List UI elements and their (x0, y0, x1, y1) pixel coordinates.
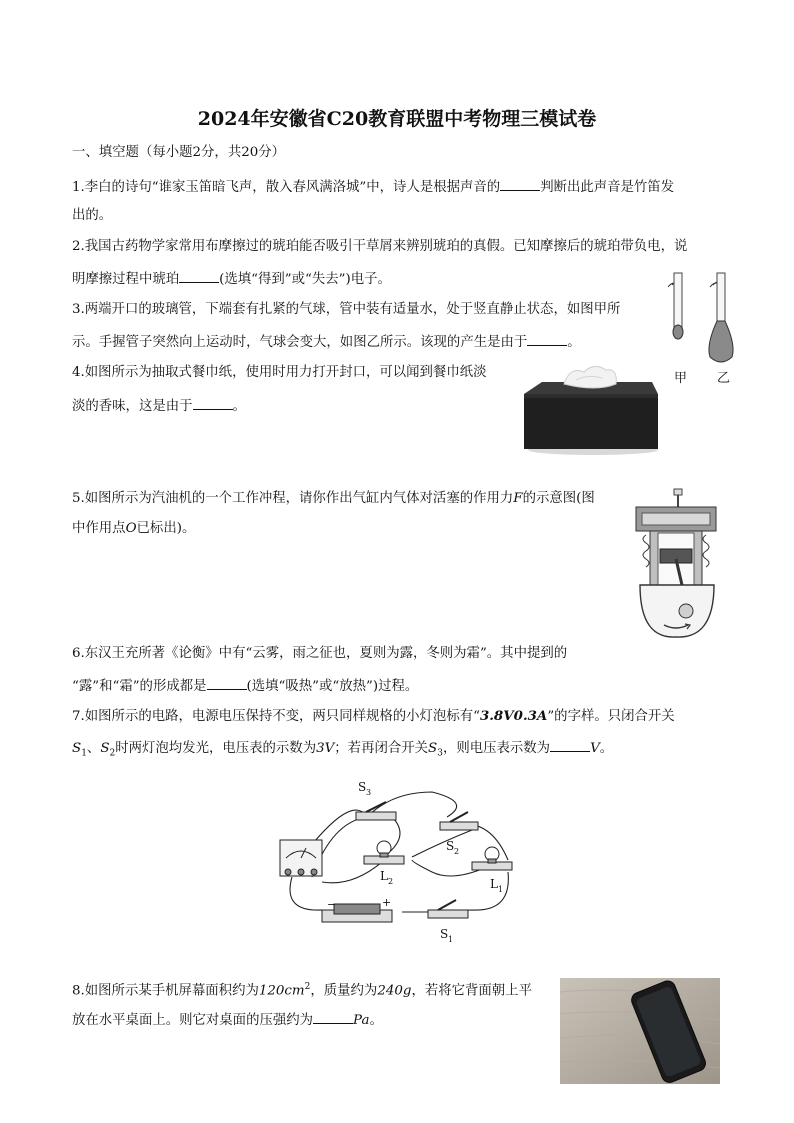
label-yi: 乙 (717, 371, 731, 386)
label-l2: L (380, 869, 388, 883)
q8-mass-value: 240g (377, 983, 412, 999)
label-s2-sub: 2 (454, 847, 460, 856)
section-heading: 一、填空题（每小题2分，共20分） (72, 145, 286, 160)
q4-answer-blank[interactable] (193, 396, 233, 410)
q8-text-a2: ，质量约为 (310, 983, 378, 999)
q7-switch-s1: S (72, 741, 82, 756)
label-s1: S (440, 927, 449, 941)
q7-text-a2: ”的字样。只闭合开关 (547, 709, 675, 724)
question-8-line-1 (72, 978, 532, 1000)
switch-s1-icon (428, 900, 468, 918)
q4-text-c: 。 (232, 399, 246, 414)
q5-text-a2: 的示意图(图 (522, 491, 595, 506)
label-l2-sub: 2 (388, 877, 394, 886)
q2-text-c: (选填“得到”或“失去”)电子。 (219, 272, 391, 287)
label-positive: + (382, 896, 392, 909)
question-3-line-1: 3.两端开口的玻璃管，下端套有扎紧的气球，管中装有适量水，处于竖直静止状态，如图甲所 (72, 302, 621, 317)
q7-text-b4: ，则电压表示数为 (442, 741, 551, 756)
q7-voltage-value: 3V (316, 741, 335, 756)
q7-unit: V (590, 741, 600, 756)
label-s3: S (358, 780, 367, 794)
q3-answer-blank[interactable] (527, 332, 567, 346)
q5-text-a1: 5.如图所示为汽油机的一个工作冲程，请你作出气缸内气体对活塞的作用力 (72, 491, 514, 506)
q1-text-a: 1.李白的诗句“谁家玉笛暗飞声，散入春风满洛城”中，诗人是根据声音的 (72, 180, 501, 195)
question-5-line-2 (72, 520, 195, 538)
paper-title: 2024年安徽省C20教育联盟中考物理三模试卷 (197, 108, 597, 130)
label-l1: L (490, 877, 498, 891)
glass-tube-figure (660, 265, 765, 390)
q6-answer-blank[interactable] (207, 676, 247, 690)
q6-text-b1: “露”和“霜”的形成都是 (72, 679, 207, 694)
q8-text-b2: 。 (369, 1013, 383, 1028)
q7-switch-s3: S (428, 741, 438, 756)
question-5-line-1 (72, 490, 595, 508)
tissue-box-image (518, 362, 663, 457)
q8-answer-blank[interactable] (313, 1010, 353, 1024)
question-7-line-1 (72, 707, 675, 726)
switch-s3-icon (356, 802, 396, 820)
q7-switch-s3-sub: 3 (437, 748, 443, 759)
engine-cylinder-figure (628, 485, 723, 640)
q7-switch-s1-sub: 1 (81, 748, 87, 759)
q5-point-variable: O (125, 521, 137, 536)
voltmeter-icon (280, 840, 322, 876)
question-4-line-2 (72, 396, 246, 416)
q8-unit: Pa (353, 1013, 370, 1028)
question-3-line-2 (72, 332, 581, 352)
q1-text-b: 判断出此声音是竹笛发 (540, 180, 675, 195)
q5-text-b1: 中作用点 (72, 521, 126, 536)
question-6-line-2 (72, 676, 418, 696)
label-s2: S (446, 839, 455, 853)
phone-photo (560, 978, 720, 1084)
switch-s2-icon (440, 812, 478, 830)
tube-jia (668, 273, 683, 339)
q3-text-b: 示。手握管子突然向上运动时，气球会变大，如图乙所示。该现的产生是由于 (72, 335, 528, 350)
q2-text-b: 明摩擦过程中琥珀 (72, 272, 180, 287)
tube-yi (709, 273, 733, 362)
question-7-line-2 (72, 738, 613, 763)
q7-text-b2: 时两灯泡均发光，电压表的示数为 (115, 741, 317, 756)
q8-area-value: 120cm (258, 983, 305, 999)
lamp-l2-icon (364, 841, 404, 864)
question-2-line-1: 2.我国古药物学家常用布摩擦过的琥珀能否吸引干草屑来辨别琥珀的真假。已知摩擦后的琥珀带负电，说 (72, 239, 688, 254)
circuit-figure (272, 762, 532, 947)
question-1-line-2: 出的。 (72, 208, 113, 223)
q7-lamp-spec: 3.8V0.3A (479, 708, 548, 724)
question-2-line-2 (72, 269, 391, 289)
q8-text-a3: ，若将它背面朝上平 (411, 983, 532, 999)
q8-text-a1: 8.如图所示某手机屏幕面积约为 (72, 983, 259, 999)
q7-answer-blank[interactable] (550, 738, 590, 752)
q5-force-variable: F (513, 491, 523, 506)
q4-text-b: 淡的香味，这是由于 (72, 399, 193, 414)
q8-area-sup: 2 (304, 982, 311, 992)
label-s3-sub: 3 (366, 788, 372, 797)
q7-text-b3: ；若再闭合开关 (334, 741, 429, 756)
question-8-line-2 (72, 1010, 383, 1030)
q7-text-a1: 7.如图所示的电路，电源电压保持不变，两只同样规格的小灯泡标有“ (72, 709, 480, 724)
label-negative: − (327, 898, 337, 911)
question-1-line-1 (72, 177, 674, 197)
q7-switch-s2: S (100, 741, 110, 756)
label-s1-sub: 1 (448, 935, 454, 944)
q7-end: 。 (599, 741, 614, 756)
q5-text-b2: 已标出)。 (136, 521, 196, 536)
q7-sep: 、 (86, 741, 101, 756)
q8-text-b1: 放在水平桌面上。则它对桌面的压强约为 (72, 1013, 314, 1028)
question-4-line-1: 4.如图所示为抽取式餐巾纸，使用时用力打开封口，可以闻到餐巾纸淡 (72, 365, 487, 380)
q6-text-b2: (选填“吸热”或“放热”)过程。 (246, 679, 419, 694)
label-jia: 甲 (674, 371, 688, 386)
q7-switch-s2-sub: 2 (109, 748, 116, 759)
question-6-line-1: 6.东汉王充所著《论衡》中有“云雾，雨之征也，夏则为露，冬则为霜”。其中提到的 (72, 646, 568, 661)
q3-text-c: 。 (567, 335, 581, 350)
lamp-l1-icon (472, 847, 512, 870)
q1-answer-blank[interactable] (500, 177, 540, 191)
label-l1-sub: 1 (498, 885, 504, 894)
q2-answer-blank[interactable] (179, 269, 219, 283)
